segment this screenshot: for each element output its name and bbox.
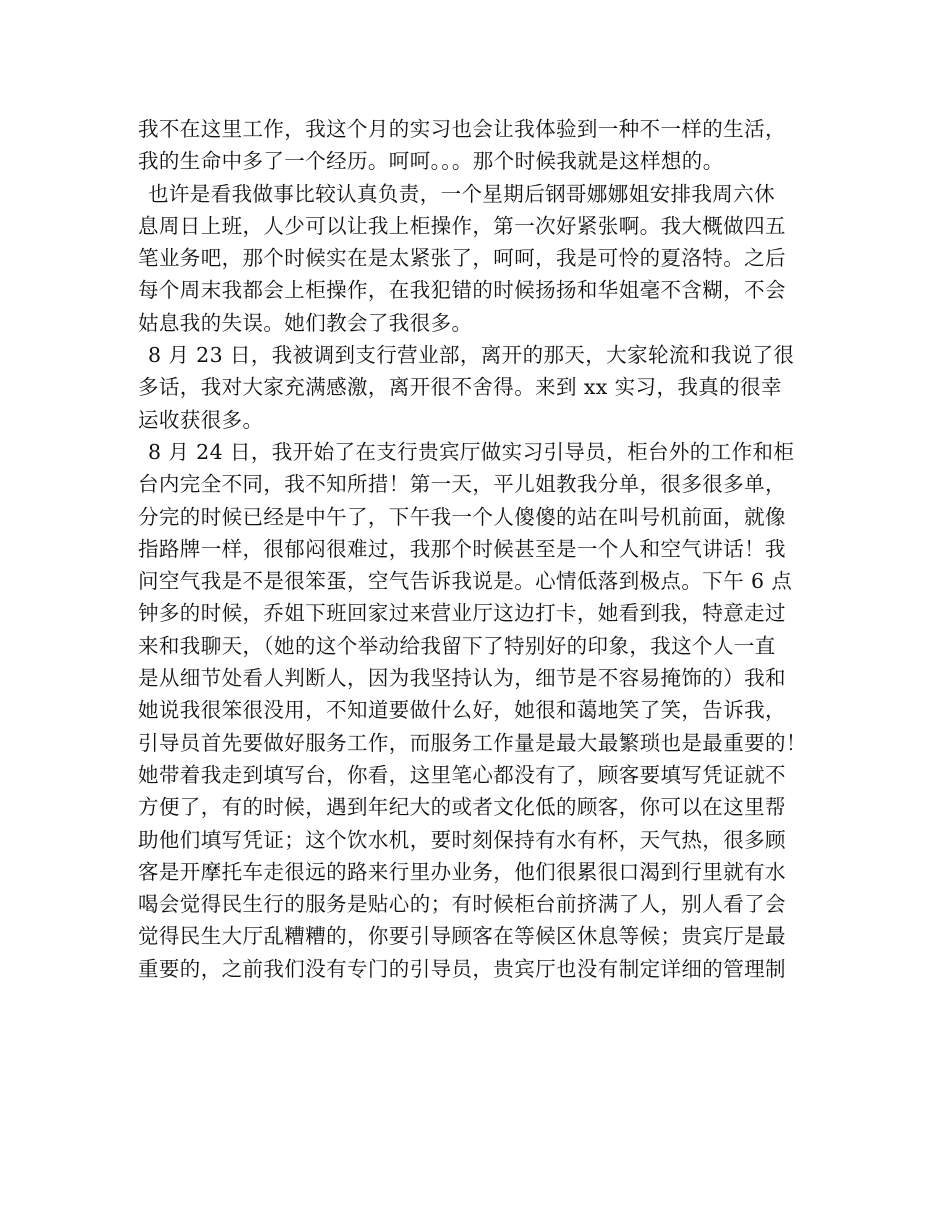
text-line: 助他们填写凭证；这个饮水机，要时刻保持有水有杯，天气热，很多顾 — [138, 827, 786, 852]
text-line: 喝会觉得民生行的服务是贴心的；有时候柜台前挤满了人，别人看了会 — [138, 892, 786, 917]
text-line: 重要的，之前我们没有专门的引导员，贵宾厅也没有制定详细的管理制 — [138, 956, 786, 981]
text-line: 息周日上班，人少可以让我上柜操作，第一次好紧张啊。我大概做四五 — [138, 213, 786, 238]
text-line: 也许是看我做事比较认真负责，一个星期后钢哥娜娜姐安排我周六休 — [148, 181, 775, 206]
text-line: 觉得民生大厅乱糟糟的，你要引导顾客在等候区休息等候；贵宾厅是最 — [138, 924, 786, 949]
document-body — [138, 113, 828, 985]
text-line: 我不在这里工作，我这个月的实习也会让我体验到一种不一样的生活， — [138, 117, 786, 141]
text-line: 问空气我是不是很笨蛋，空气告诉我说是。心情低落到极点。下午 6 点 — [138, 569, 793, 594]
text-line: 每个周末我都会上柜操作，在我犯错的时候扬扬和华姐毫不含糊，不会 — [138, 278, 786, 303]
text-line: 钟多的时候，乔姐下班回家过来营业厅这边打卡，她看到我，特意走过 — [138, 601, 786, 626]
text-line: 姑息我的失误。她们教会了我很多。 — [138, 310, 473, 335]
text-line: 8 月 24 日，我开始了在支行贵宾厅做实习引导员，柜台外的工作和柜 — [148, 439, 795, 464]
text-line: 运收获很多。 — [138, 407, 264, 432]
text-line: 她说我很笨很没用，不知道要做什么好，她很和蔼地笑了笑，告诉我， — [138, 698, 786, 723]
text-line: 分完的时候已经是中午了，下午我一个人傻傻的站在叫号机前面，就像 — [138, 504, 786, 529]
text-line: 方便了，有的时候，遇到年纪大的或者文化低的顾客，你可以在这里帮 — [138, 795, 786, 820]
text-line: 8 月 23 日，我被调到支行营业部，离开的那天，大家轮流和我说了很 — [148, 343, 795, 368]
text-line: 她带着我走到填写台，你看，这里笔心都没有了，顾客要填写凭证就不 — [138, 762, 786, 787]
text-line: 指路牌一样，很郁闷很难过，我那个时候甚至是一个人和空气讲话！我 — [138, 536, 786, 561]
text-line: 台内完全不同，我不知所措！第一天，平儿姐教我分单，很多很多单， — [138, 472, 786, 497]
text-line: 客是开摩托车走很远的路来行里办业务，他们很累很口渴到行里就有水 — [138, 859, 786, 884]
text-line: 我的生命中多了一个经历。呵呵。。。那个时候我就是这样想的。 — [138, 149, 724, 174]
text-line: 引导员首先要做好服务工作，而服务工作量是最大最繁琐也是最重要的！ — [138, 730, 807, 755]
text-line: 是从细节处看人判断人，因为我坚持认为，细节是不容易掩饰的）我和 — [138, 666, 786, 691]
text-line: 笔业务吧，那个时候实在是太紧张了，呵呵，我是可怜的夏洛特。之后 — [138, 246, 786, 271]
text-line: 多话，我对大家充满感激，离开很不舍得。来到 xx 实习，我真的很幸 — [138, 375, 782, 400]
text-line: 来和我聊天，（她的这个举动给我留下了特别好的印象，我这个人一直 — [138, 633, 776, 658]
